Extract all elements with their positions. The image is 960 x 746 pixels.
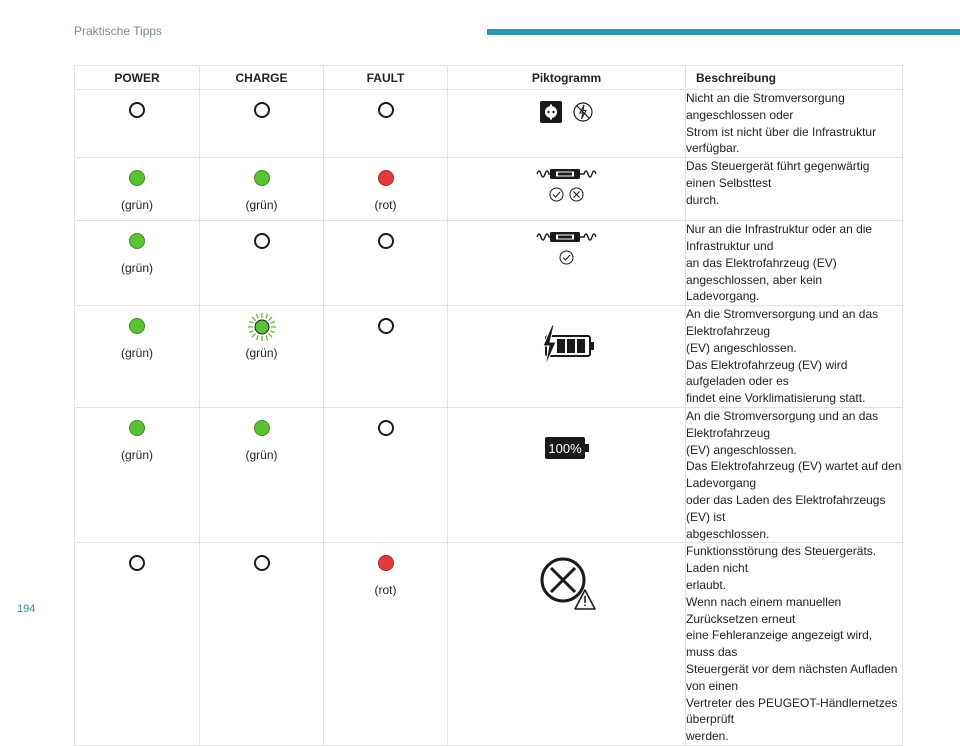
fault-led-cell [324, 90, 448, 158]
led-off-icon [254, 102, 270, 118]
check-circle-icon [559, 250, 574, 265]
description-cell: Nur an die Infrastruktur oder an die Infrastruktur und an das Elektrofahrzeug (EV) angeschlossen, aber kein Ladevorgang. [686, 221, 903, 306]
fault-led-cell [324, 407, 448, 542]
cross-circle-icon [569, 187, 584, 202]
picto-cell [448, 90, 686, 158]
led-green-icon [129, 318, 145, 334]
description-cell: Nicht an die Stromversorgung angeschlossen oder Strom ist nicht über die Infrastruktur verfügbar. [686, 90, 903, 158]
power-led-cell: (grün) [75, 306, 200, 408]
led-green-icon [254, 170, 270, 186]
check-circle-icon [549, 187, 564, 202]
description-cell: Das Steuergerät führt gegenwärtig einen Selbsttest durch. [686, 158, 903, 221]
power-led-cell: (grün) [75, 407, 200, 542]
fault-led-cell [324, 221, 448, 306]
power-plug-icon [540, 101, 562, 123]
charge-led-cell [200, 90, 324, 158]
header-charge: CHARGE [200, 66, 324, 90]
led-green-icon [254, 420, 270, 436]
led-red-icon [378, 555, 394, 571]
table-row [75, 221, 903, 306]
cable-battery-icon [536, 229, 598, 245]
led-status-table [74, 65, 903, 746]
header-fault: FAULT [324, 66, 448, 90]
led-off-icon [129, 102, 145, 118]
description-cell: An die Stromversorgung und an das Elektrofahrzeug (EV) angeschlossen. Das Elektrofahrzeug (EV) wird aufgeladen oder es findet eine Vorklimatisierung statt. [686, 306, 903, 408]
led-green-icon [129, 170, 145, 186]
charge-led-cell: (grün) [200, 306, 324, 408]
no-power-icon [572, 101, 594, 123]
header-picto: Piktogramm [448, 66, 686, 90]
section-title: Praktische Tipps [74, 24, 163, 38]
power-led-cell [75, 90, 200, 158]
page-number: 194 [17, 603, 36, 615]
led-off-icon [378, 318, 394, 334]
charge-led-cell: (grün) [200, 407, 324, 542]
fault-led-cell [324, 306, 448, 408]
table-row [75, 158, 903, 221]
table-row [75, 90, 903, 158]
picto-cell [448, 407, 686, 542]
led-blinking-green-icon [247, 312, 277, 342]
power-led-cell: (grün) [75, 158, 200, 221]
led-off-icon [378, 233, 394, 249]
accent-bar [487, 29, 960, 35]
led-off-icon [254, 555, 270, 571]
picto-cell [448, 158, 686, 221]
fault-led-cell: (rot) [324, 543, 448, 746]
description-cell: Funktionsstörung des Steuergeräts. Laden nicht erlaubt. Wenn nach einem manuellen Zurücksetzen erneut eine Fehleranzeige angezeigt wird, muss das Steuergerät vor dem nächsten Aufladen von einen Vertreter des PEUGEOT-Händlernetzes überprüft werden. [686, 543, 903, 746]
table-header-row [75, 66, 903, 90]
led-red-icon [378, 170, 394, 186]
table-row [75, 306, 903, 408]
svg-text:100%: 100% [547, 440, 582, 456]
table-row [75, 407, 903, 542]
led-off-icon [254, 233, 270, 249]
led-green-icon [129, 233, 145, 249]
fault-led-cell: (rot) [324, 158, 448, 221]
header-power: POWER [75, 66, 200, 90]
picto-cell [448, 543, 686, 746]
fault-cross-icon [537, 554, 597, 612]
power-led-cell [75, 543, 200, 746]
charging-battery-icon [538, 324, 596, 368]
picto-cell [448, 306, 686, 408]
charge-led-cell: (grün) [200, 158, 324, 221]
led-off-icon [378, 420, 394, 436]
full-battery-icon [545, 437, 589, 459]
picto-cell [448, 221, 686, 306]
header-description: Beschreibung [686, 66, 903, 90]
charge-led-cell [200, 543, 324, 746]
led-off-icon [378, 102, 394, 118]
led-green-icon [129, 420, 145, 436]
table-row [75, 543, 903, 746]
led-off-icon [129, 555, 145, 571]
power-led-cell: (grün) [75, 221, 200, 306]
description-cell: An die Stromversorgung und an das Elektrofahrzeug (EV) angeschlossen. Das Elektrofahrzeug (EV) wartet auf den Ladevorgang oder das Laden des Elektrofahrzeugs (EV) ist abgeschlossen. [686, 407, 903, 542]
cable-battery-icon [536, 166, 598, 182]
charge-led-cell [200, 221, 324, 306]
